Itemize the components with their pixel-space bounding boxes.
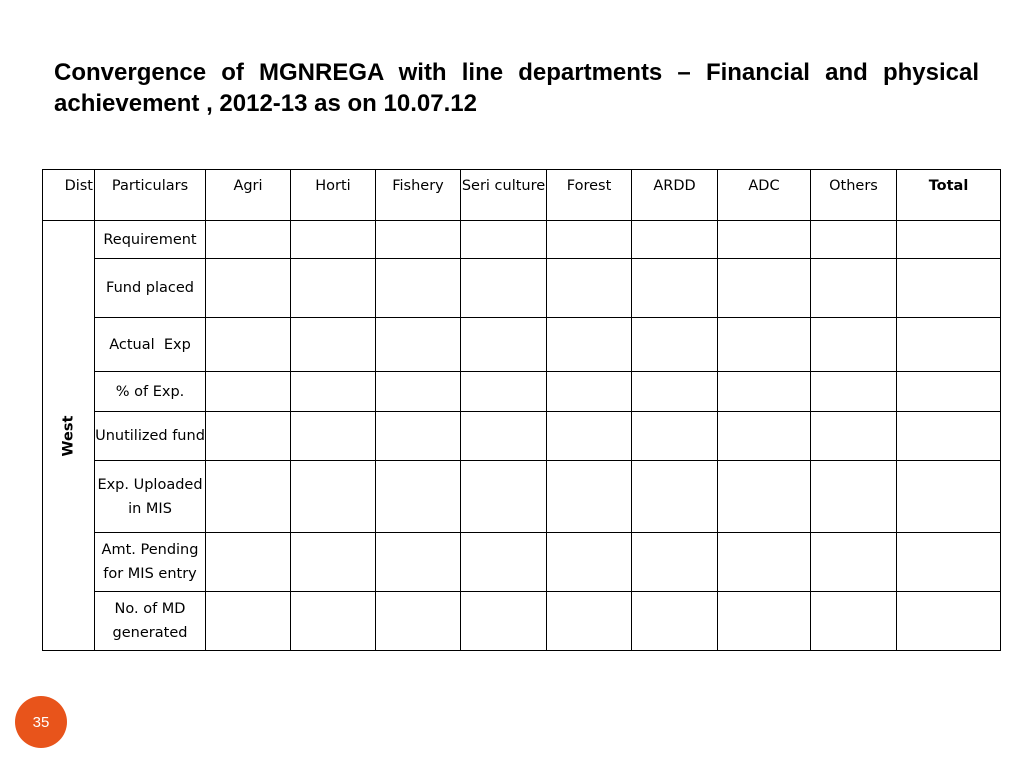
data-cell — [897, 461, 1001, 533]
data-cell — [718, 221, 811, 259]
data-cell — [632, 259, 718, 318]
data-cell — [291, 592, 376, 651]
data-cell — [547, 372, 632, 412]
data-cell — [376, 412, 461, 461]
table-row — [43, 221, 1001, 259]
data-cell — [718, 318, 811, 372]
data-cell — [897, 318, 1001, 372]
header-others: Others — [811, 170, 897, 221]
data-cell — [461, 412, 547, 461]
data-cell — [461, 221, 547, 259]
data-cell — [718, 372, 811, 412]
data-cell — [547, 259, 632, 318]
data-cell — [376, 318, 461, 372]
header-forest: Forest — [547, 170, 632, 221]
data-cell — [461, 592, 547, 651]
header-particulars: Particulars — [95, 170, 206, 221]
header-ardd: ARDD — [632, 170, 718, 221]
data-cell — [897, 412, 1001, 461]
header-row — [43, 170, 1001, 221]
data-cell — [718, 259, 811, 318]
row-label: Amt. Pending for MIS entry — [95, 533, 206, 592]
data-cell — [897, 592, 1001, 651]
data-cell — [206, 221, 291, 259]
data-cell — [897, 372, 1001, 412]
data-cell — [291, 259, 376, 318]
data-cell — [811, 372, 897, 412]
data-cell — [206, 533, 291, 592]
data-cell — [547, 412, 632, 461]
data-cell — [632, 221, 718, 259]
header-seri-culture: Seri culture — [461, 170, 547, 221]
data-cell — [632, 592, 718, 651]
page-number-badge: 35 — [15, 696, 67, 748]
district-cell — [43, 221, 95, 651]
data-cell — [632, 372, 718, 412]
row-label: % of Exp. — [95, 372, 206, 412]
data-cell — [291, 412, 376, 461]
data-cell — [632, 461, 718, 533]
data-cell — [376, 259, 461, 318]
data-cell — [461, 461, 547, 533]
row-label: No. of MD generated — [95, 592, 206, 651]
data-cell — [811, 592, 897, 651]
data-cell — [811, 461, 897, 533]
achievement-table — [42, 169, 1001, 651]
data-cell — [718, 461, 811, 533]
header-fishery: Fishery — [376, 170, 461, 221]
data-cell — [376, 372, 461, 412]
data-cell — [547, 533, 632, 592]
data-cell — [376, 221, 461, 259]
row-label: Unutilized fund — [95, 412, 206, 461]
data-cell — [632, 533, 718, 592]
data-cell — [897, 221, 1001, 259]
table-row — [43, 412, 1001, 461]
data-cell — [547, 318, 632, 372]
data-cell — [897, 259, 1001, 318]
data-cell — [461, 372, 547, 412]
data-cell — [291, 318, 376, 372]
data-cell — [461, 533, 547, 592]
data-cell — [632, 318, 718, 372]
data-cell — [206, 318, 291, 372]
header-agri: Agri — [206, 170, 291, 221]
data-cell — [718, 412, 811, 461]
data-cell — [811, 318, 897, 372]
header-total: Total — [897, 170, 1001, 221]
table-row — [43, 259, 1001, 318]
table-row — [43, 461, 1001, 533]
row-label: Exp. Uploaded in MIS — [95, 461, 206, 533]
data-cell — [632, 412, 718, 461]
data-cell — [291, 461, 376, 533]
data-cell — [461, 259, 547, 318]
data-cell — [811, 412, 897, 461]
data-cell — [811, 259, 897, 318]
table-row — [43, 372, 1001, 412]
row-label: Requirement — [95, 221, 206, 259]
table-row — [43, 592, 1001, 651]
data-cell — [547, 592, 632, 651]
data-cell — [547, 221, 632, 259]
data-cell — [547, 461, 632, 533]
row-label: Fund placed — [95, 259, 206, 318]
data-cell — [206, 412, 291, 461]
data-cell — [291, 533, 376, 592]
district-label: West — [60, 415, 77, 456]
data-cell — [811, 221, 897, 259]
data-cell — [376, 592, 461, 651]
data-cell — [376, 533, 461, 592]
row-label: Actual Exp — [95, 318, 206, 372]
data-cell — [206, 461, 291, 533]
data-cell — [291, 372, 376, 412]
data-cell — [897, 533, 1001, 592]
data-cell — [291, 221, 376, 259]
header-adc: ADC — [718, 170, 811, 221]
table-row — [43, 318, 1001, 372]
table-row — [43, 533, 1001, 592]
data-cell — [206, 372, 291, 412]
header-horti: Horti — [291, 170, 376, 221]
data-cell — [718, 533, 811, 592]
data-cell — [461, 318, 547, 372]
data-cell — [206, 259, 291, 318]
data-cell — [718, 592, 811, 651]
data-cell — [811, 533, 897, 592]
data-cell — [206, 592, 291, 651]
header-dist: Dist — [43, 170, 95, 221]
slide-title: Convergence of MGNREGA with line departments – Financial and physical achievement , 2012-13 as on 10.07.12 — [54, 59, 979, 117]
data-cell — [376, 461, 461, 533]
